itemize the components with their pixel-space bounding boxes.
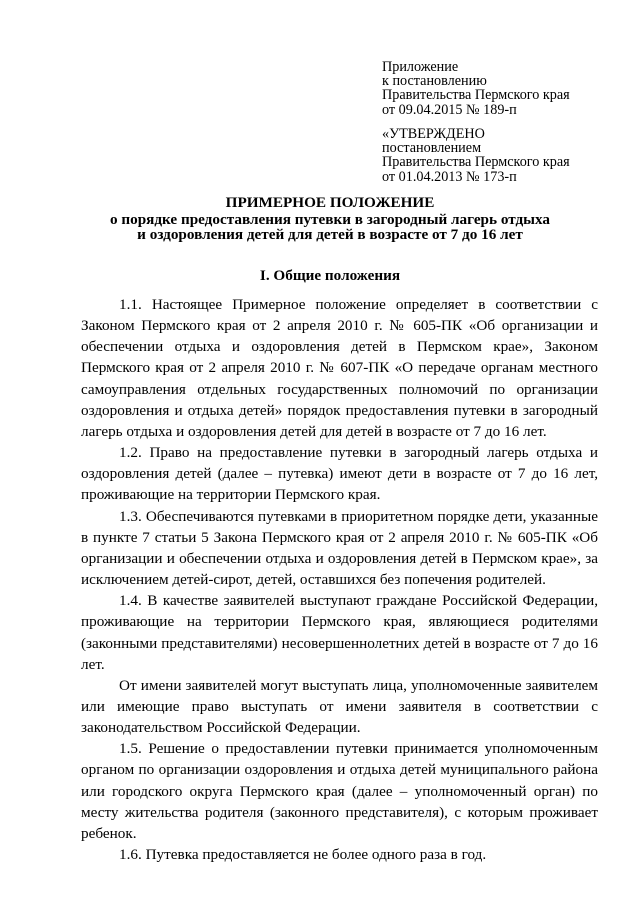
approval-line: постановлением xyxy=(382,140,482,157)
document-title: ПРИМЕРНОЕ ПОЛОЖЕНИЕ xyxy=(225,194,435,211)
appendix-line: к постановлению xyxy=(382,73,487,90)
paragraph: 1.1. Настоящее Примерное положение определяет в соответствии с Законом Пермского края от 2 апреля 2010 г. № 605-ПК «Об организации и обеспечении отдыха и оздоровления детей в Пермском крае», Законом Пермского края от 2 апреля 2010 г. № 607-ПК «О передаче органам местного самоуправления отдельных государственных полномочий по организации оздоровления и отдыха детей» порядок предоставления путевки в загородный лагерь отдыха и оздоровления детей для детей в возрасте от 7 до 16 лет. xyxy=(81,296,598,440)
section-body xyxy=(81,294,598,865)
document-subtitle-line: и оздоровления детей для детей в возрасте от 7 до 16 лет xyxy=(137,225,523,243)
approval-line: от 01.04.2013 № 173-п xyxy=(382,168,517,185)
appendix-header xyxy=(382,60,622,117)
appendix-line: Приложение xyxy=(382,59,459,75)
appendix-line: от 09.04.2015 № 189-п xyxy=(382,101,517,118)
paragraph: 1.5. Решение о предоставлении путевки принимается уполномоченным органом по организации оздоровления и отдыха детей муниципального района или городского округа Пермского края (далее – уполномоченный орган) по месту жительства родителя (законного представителя), с которым проживает ребенок. xyxy=(81,740,598,842)
document-title-block xyxy=(80,193,580,242)
paragraph: 1.2. Право на предоставление путевки в загородный лагерь отдыха и оздоровления детей (далее – путевка) имеют дети в возрасте от 7 до 16 лет, проживающие на территории Пермского края. xyxy=(81,444,598,504)
paragraph: От имени заявителей могут выступать лица, уполномоченные заявителем или имеющие право выступать от имени заявителя в соответствии с законодательством Российской Федерации. xyxy=(81,676,598,737)
paragraph: 1.4. В качестве заявителей выступают граждане Российской Федерации, проживающие на территории Пермского края, являющиеся родителями (законными представителями) несовершеннолетних детей в возрасте от 7 до 16 лет. xyxy=(81,592,598,673)
appendix-line: Правительства Пермского края xyxy=(382,87,570,104)
approval-stamp xyxy=(382,127,622,184)
approval-line: «УТВЕРЖДЕНО xyxy=(382,126,485,142)
document-subtitle-line: о порядке предоставления путевки в загородный лагерь отдыха xyxy=(109,211,551,228)
section-heading: I. Общие положения xyxy=(259,267,401,284)
approval-line: Правительства Пермского края xyxy=(382,154,570,171)
paragraph: 1.6. Путевка предоставляется не более одного раза в год. xyxy=(119,846,487,864)
paragraph: 1.3. Обеспечиваются путевками в приоритетном порядке дети, указанные в пункте 7 статьи 5 Закона Пермского края от 2 апреля 2010 г. № 605-ПК «Об организации и обеспечении отдыха и оздоровления детей в Пермском крае», за исключением детей-сирот, детей, оставшихся без попечения родителей. xyxy=(81,507,598,589)
